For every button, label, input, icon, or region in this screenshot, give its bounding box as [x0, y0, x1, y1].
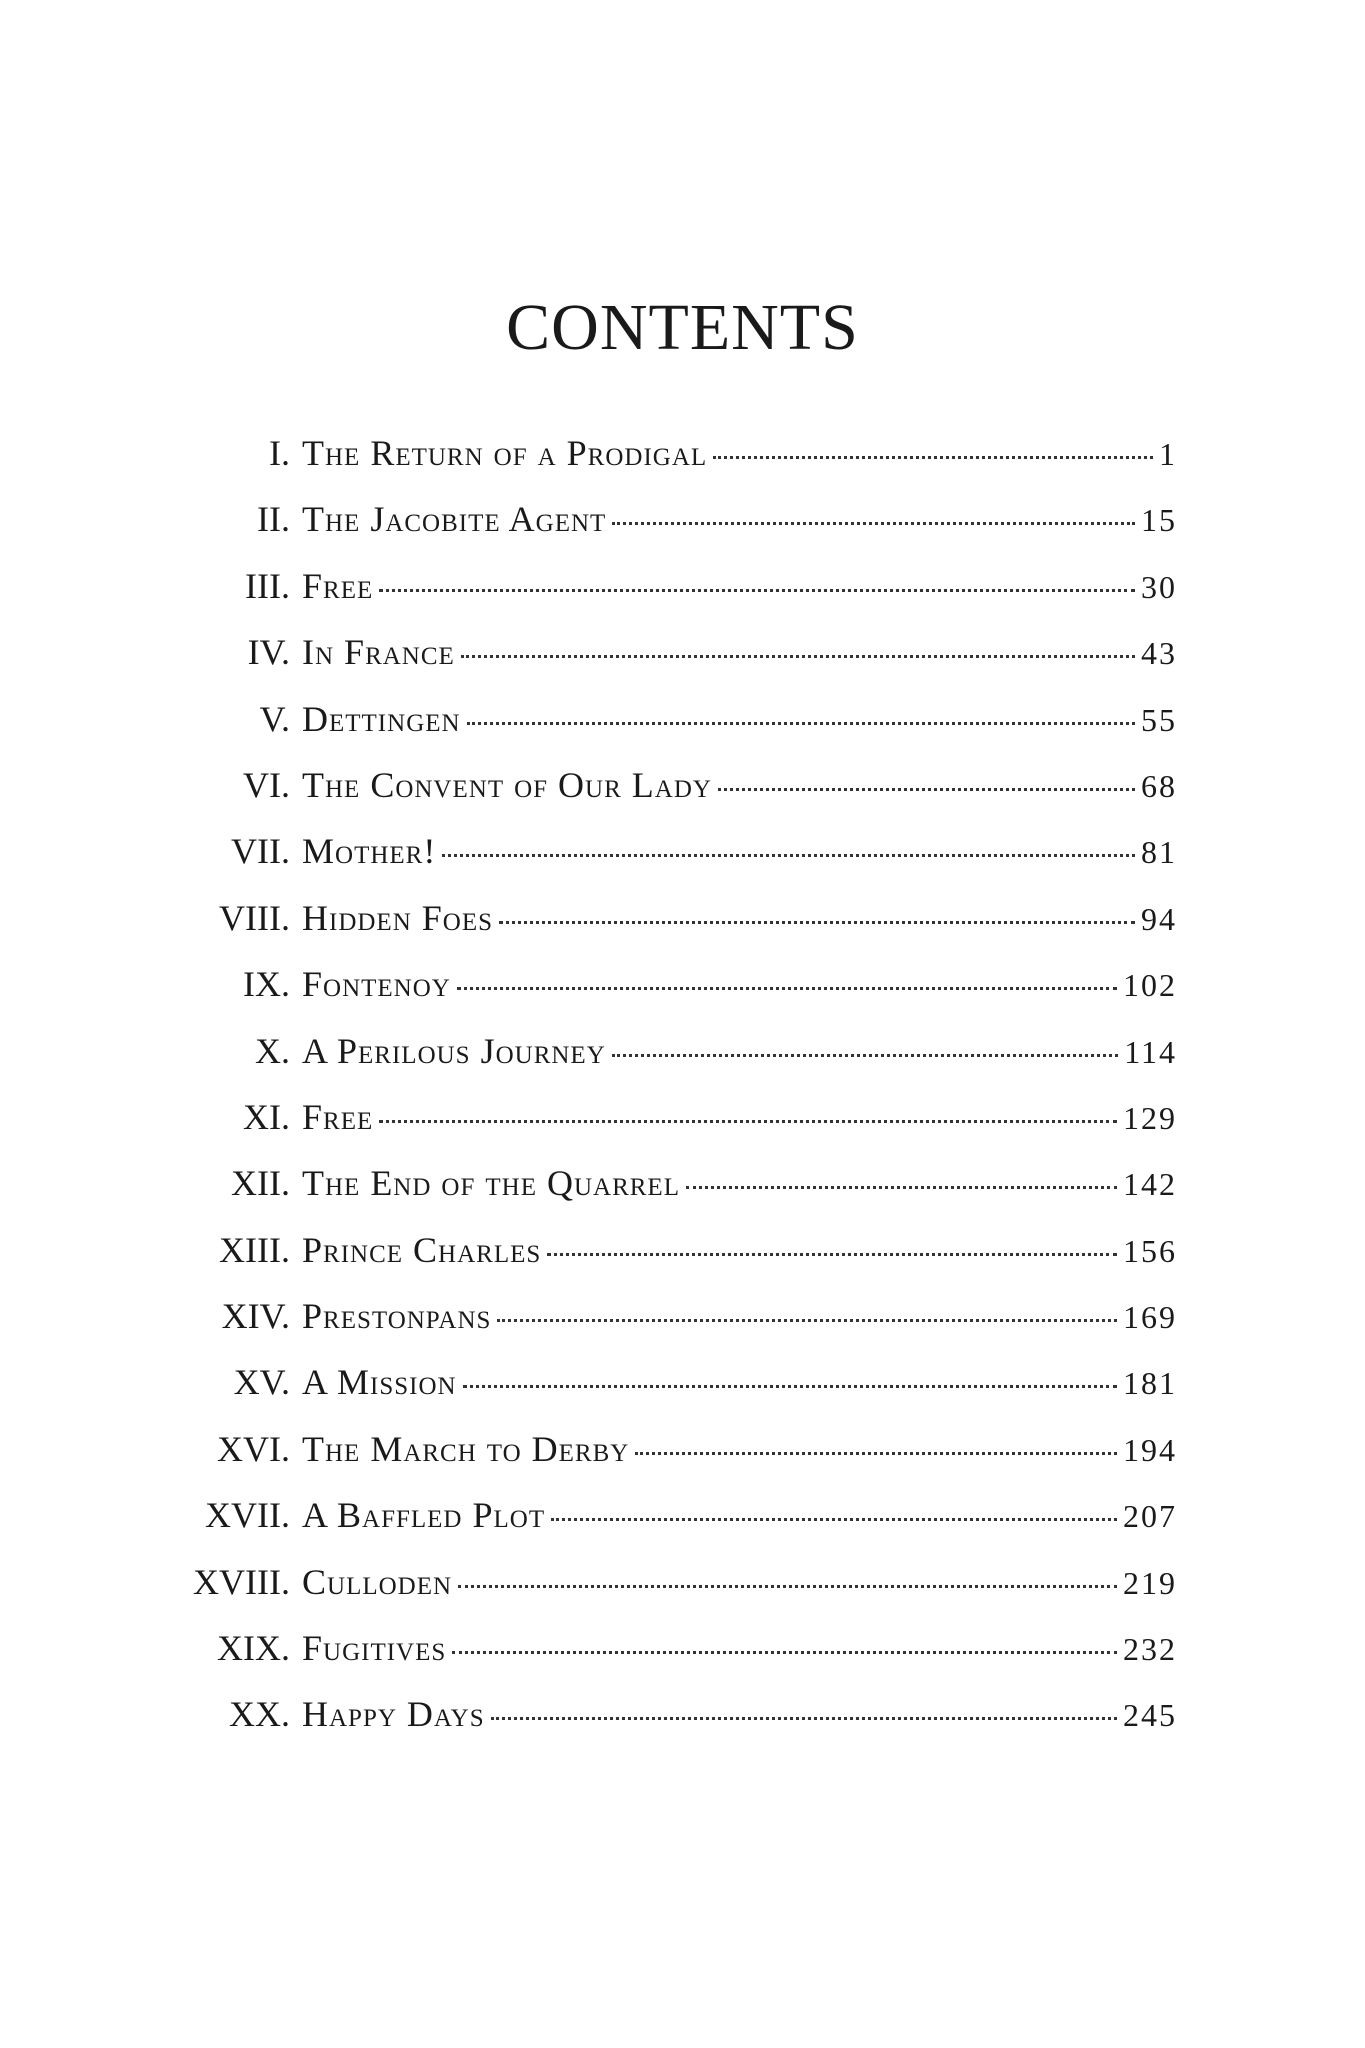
chapter-title: A Mission — [302, 1362, 457, 1403]
page-number: 15 — [1141, 502, 1177, 539]
chapter-title: Free — [302, 1096, 374, 1137]
chapter-title: The Return of a Prodigal — [302, 433, 708, 473]
toc-entry — [0, 818, 1365, 884]
chapter-number: X. — [255, 1030, 290, 1071]
dot-leader — [686, 1186, 1117, 1189]
page-number: 55 — [1141, 701, 1177, 738]
chapter-title: Prince Charles — [302, 1229, 542, 1270]
toc-entry — [0, 553, 1365, 619]
toc-entry — [0, 1084, 1365, 1150]
dot-leader — [457, 987, 1117, 990]
chapter-line — [302, 698, 1177, 740]
dot-leader — [713, 456, 1153, 459]
chapter-line — [302, 1627, 1177, 1669]
chapter-number: VI. — [243, 764, 290, 805]
page-number: 30 — [1141, 568, 1177, 605]
dot-leader — [612, 1054, 1118, 1057]
chapter-line — [302, 498, 1177, 540]
dot-leader — [452, 1651, 1117, 1654]
page-number: 114 — [1124, 1033, 1177, 1070]
toc-entry — [0, 1283, 1365, 1349]
dot-leader — [497, 1319, 1117, 1322]
dot-leader — [379, 589, 1135, 592]
chapter-number: III. — [245, 565, 290, 606]
chapter-line — [302, 764, 1177, 806]
chapter-line — [302, 1030, 1177, 1072]
page-number: 156 — [1123, 1232, 1177, 1269]
toc-entry — [0, 752, 1365, 818]
chapter-number: XI. — [243, 1096, 290, 1137]
dot-leader — [442, 854, 1135, 857]
page-number: 219 — [1123, 1564, 1177, 1601]
page-number: 81 — [1141, 834, 1177, 871]
chapter-line — [302, 1361, 1177, 1403]
page-number: 169 — [1123, 1299, 1177, 1336]
toc-entry — [0, 1482, 1365, 1548]
table-of-contents — [0, 420, 1365, 1748]
dot-leader — [491, 1717, 1117, 1720]
chapter-number: II. — [257, 499, 290, 540]
page-number: 142 — [1123, 1166, 1177, 1203]
dot-leader — [458, 1585, 1117, 1588]
chapter-number: XIII. — [219, 1229, 290, 1270]
page-title: CONTENTS — [506, 291, 859, 364]
page-number: 207 — [1123, 1498, 1177, 1535]
chapter-title: In France — [302, 632, 455, 673]
toc-entry — [0, 1217, 1365, 1283]
chapter-title: Fontenoy — [302, 964, 451, 1005]
dot-leader — [547, 1253, 1117, 1256]
page-number: 43 — [1141, 635, 1177, 672]
chapter-title: Prestonpans — [302, 1296, 492, 1337]
toc-entry — [0, 1549, 1365, 1615]
chapter-title: The March to Derby — [302, 1428, 630, 1469]
dot-leader — [463, 1385, 1117, 1388]
chapter-line — [302, 1693, 1177, 1735]
toc-entry — [0, 1615, 1365, 1681]
toc-entry — [0, 1349, 1365, 1415]
dot-leader — [461, 655, 1135, 658]
chapter-number: XII. — [231, 1163, 290, 1204]
dot-leader — [499, 921, 1135, 924]
chapter-line — [302, 1494, 1177, 1536]
chapter-number: XVIII. — [193, 1561, 290, 1602]
chapter-number: XIX. — [217, 1628, 290, 1669]
toc-entry — [0, 619, 1365, 685]
chapter-title: Happy Days — [302, 1694, 485, 1735]
chapter-title: Mother! — [302, 831, 437, 872]
chapter-number: V. — [259, 698, 290, 739]
page-number: 181 — [1123, 1365, 1177, 1402]
toc-entry — [0, 486, 1365, 552]
chapter-number: XX. — [229, 1694, 290, 1735]
chapter-number: XIV. — [221, 1296, 290, 1337]
toc-entry — [0, 1018, 1365, 1084]
toc-entry — [0, 1416, 1365, 1482]
page-number: 68 — [1141, 767, 1177, 804]
dot-leader — [467, 722, 1135, 725]
chapter-line — [302, 830, 1177, 872]
chapter-number: IX. — [243, 964, 290, 1005]
chapter-line — [302, 631, 1177, 673]
chapter-number: XVI. — [217, 1428, 290, 1469]
chapter-title: Dettingen — [302, 698, 461, 739]
chapter-line — [302, 432, 1177, 474]
chapter-line — [302, 1096, 1177, 1138]
chapter-line — [302, 963, 1177, 1005]
chapter-title: Hidden Foes — [302, 897, 494, 938]
chapter-title: Free — [302, 565, 374, 606]
chapter-line — [302, 1295, 1177, 1337]
toc-entry — [0, 1681, 1365, 1747]
chapter-title: A Baffled Plot — [302, 1495, 546, 1536]
toc-entry — [0, 1150, 1365, 1216]
page-number: 1 — [1159, 436, 1177, 472]
chapter-title: Culloden — [302, 1561, 453, 1602]
chapter-number: I. — [269, 433, 290, 473]
toc-entry — [0, 951, 1365, 1017]
toc-entry — [0, 885, 1365, 951]
chapter-title: The End of the Quarrel — [302, 1163, 680, 1204]
dot-leader — [718, 788, 1135, 791]
dot-leader — [635, 1452, 1117, 1455]
toc-entry — [0, 686, 1365, 752]
chapter-number: IV. — [247, 632, 290, 673]
chapter-number: VII. — [231, 831, 290, 872]
page-number: 232 — [1123, 1631, 1177, 1668]
chapter-line — [302, 565, 1177, 607]
dot-leader — [379, 1120, 1117, 1123]
chapter-line — [302, 1428, 1177, 1470]
page-number: 129 — [1123, 1099, 1177, 1136]
dot-leader — [612, 522, 1135, 525]
chapter-number: XV. — [233, 1362, 290, 1403]
chapter-number: VIII. — [219, 897, 290, 938]
page-number: 102 — [1123, 967, 1177, 1004]
chapter-line — [302, 897, 1177, 939]
page-number: 194 — [1123, 1431, 1177, 1468]
chapter-number: XVII. — [205, 1495, 290, 1536]
page-number: 245 — [1123, 1697, 1177, 1734]
toc-entry — [0, 420, 1365, 486]
chapter-title: The Convent of Our Lady — [302, 764, 712, 805]
chapter-line — [302, 1162, 1177, 1204]
chapter-title: A Perilous Journey — [302, 1030, 606, 1071]
chapter-title: The Jacobite Agent — [302, 499, 607, 540]
chapter-line — [302, 1561, 1177, 1603]
chapter-line — [302, 1229, 1177, 1271]
page-number: 94 — [1141, 900, 1177, 937]
chapter-title: Fugitives — [302, 1628, 447, 1669]
dot-leader — [551, 1518, 1117, 1521]
